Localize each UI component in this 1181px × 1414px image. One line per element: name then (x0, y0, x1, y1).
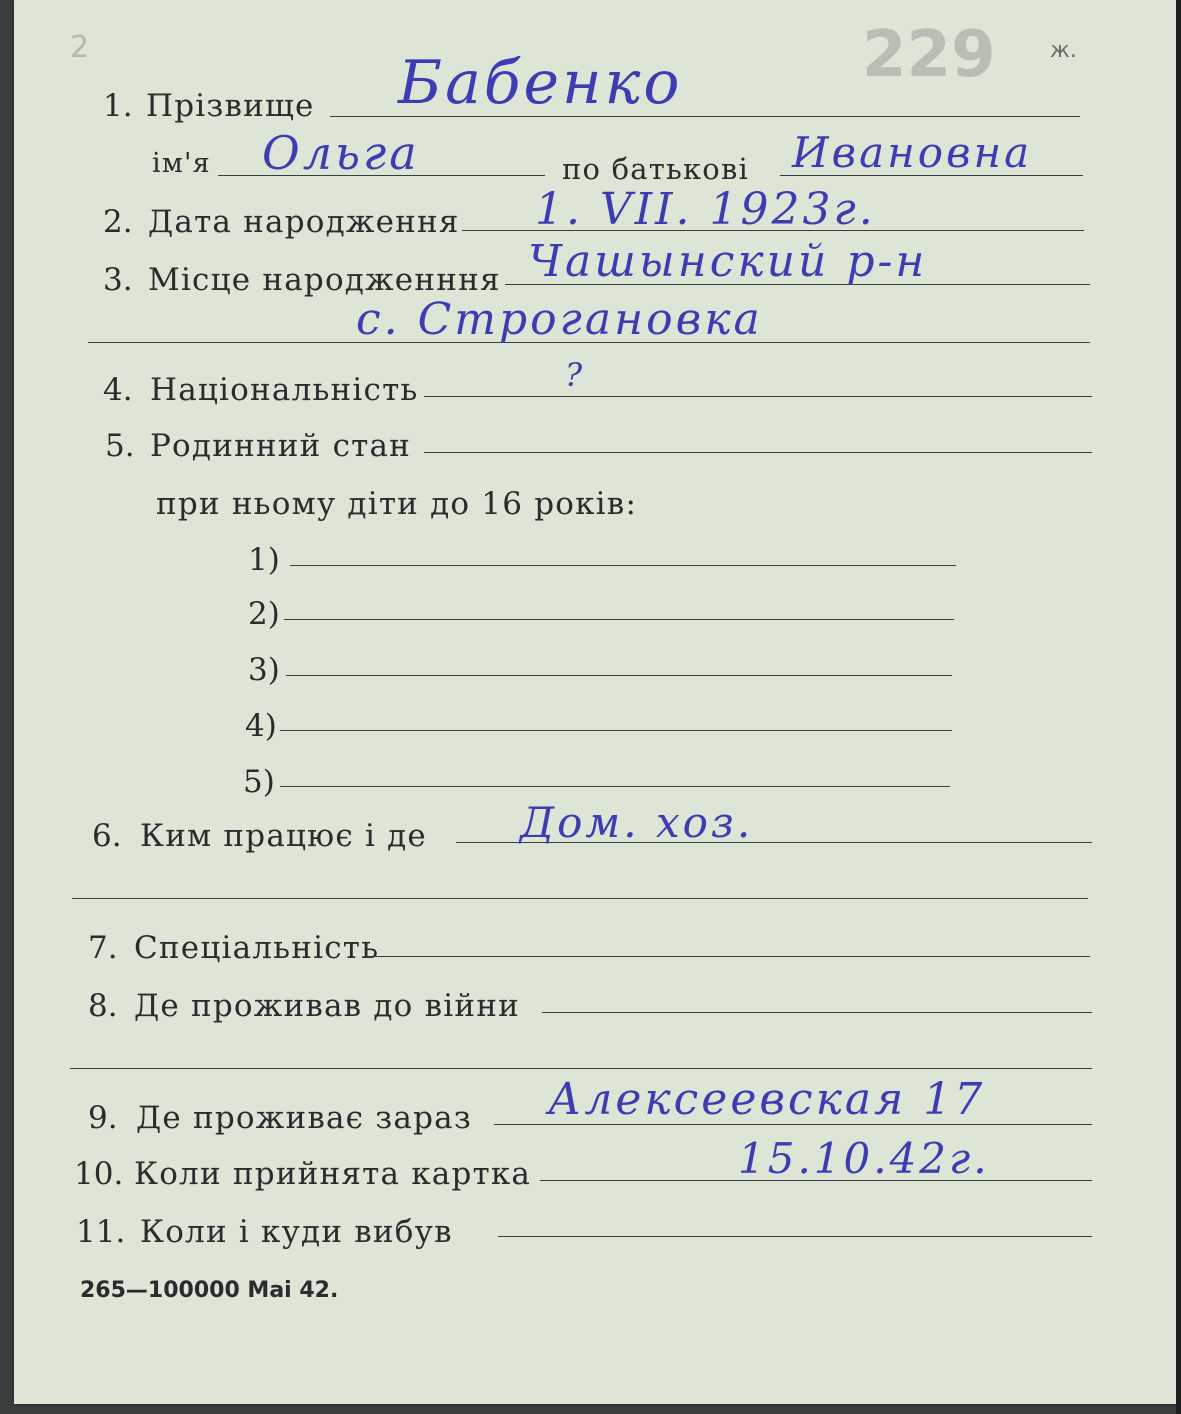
birthplace-value-2: с. Строгановка (356, 294, 763, 345)
current-residence-value: Алексеевская 17 (548, 1074, 986, 1125)
specialty-line (366, 956, 1090, 957)
name-value: Ольга (262, 126, 420, 180)
prewar-residence-line (542, 1012, 1092, 1013)
field-occupation-label: Ким працює і де (140, 818, 427, 854)
nationality-value: ? (565, 356, 586, 394)
field-current-residence-label: Де проживає зараз (136, 1100, 472, 1136)
field-7-number: 7. (88, 930, 118, 966)
child-3-number: 3) (248, 652, 280, 688)
field-patronymic-label: по батькові (562, 152, 749, 186)
nationality-line (424, 396, 1092, 397)
print-run-footer: 265—100000 Mai 42. (80, 1278, 339, 1303)
birthdate-value: 1. VII. 1923г. (535, 184, 876, 235)
field-marital-label: Родинний стан (150, 428, 412, 464)
field-11-number: 11. (76, 1214, 126, 1250)
marital-line (424, 452, 1092, 453)
child-5-line (280, 786, 950, 787)
child-4-number: 4) (245, 708, 277, 744)
field-4-number: 4. (103, 372, 133, 408)
occupation-line-2 (72, 898, 1088, 899)
child-1-line (290, 565, 956, 566)
field-specialty-label: Спеціальність (134, 930, 380, 966)
field-3-number: 3. (103, 262, 133, 298)
field-5-number: 5. (105, 428, 135, 464)
child-4-line (280, 730, 952, 731)
birthplace-value-1: Чашынский р-н (528, 236, 928, 287)
child-2-number: 2) (248, 596, 280, 632)
child-3-line (286, 675, 952, 676)
field-nationality-label: Національність (150, 372, 419, 408)
child-2-line (284, 619, 954, 620)
surname-value: Бабенко (398, 48, 683, 118)
field-name-label: ім'я (152, 148, 211, 179)
field-8-number: 8. (88, 988, 118, 1024)
pencil-suffix: ж. (1050, 38, 1077, 63)
departure-line (498, 1236, 1092, 1237)
field-birthplace-label: Місце народженння (148, 262, 501, 298)
child-1-number: 1) (248, 542, 280, 578)
field-1-number: 1. (103, 88, 133, 124)
field-birthdate-label: Дата народження (148, 204, 460, 240)
corner-mark: 2 (70, 30, 90, 65)
field-card-accepted-label: Коли прийнята картка (134, 1156, 532, 1192)
field-departure-label: Коли і куди вибув (140, 1214, 453, 1250)
child-5-number: 5) (243, 764, 275, 800)
field-surname-label: Прізвище (146, 88, 315, 124)
patronymic-value: Ивановна (792, 128, 1033, 177)
field-9-number: 9. (88, 1100, 118, 1136)
occupation-value: Дом. хоз. (520, 798, 754, 847)
field-prewar-residence-label: Де проживав до війни (134, 988, 520, 1024)
card-accepted-value: 15.10.42г. (738, 1134, 990, 1183)
field-2-number: 2. (103, 204, 133, 240)
field-6-number: 6. (92, 818, 122, 854)
prewar-residence-line-2 (70, 1068, 1092, 1069)
field-10-number: 10. (74, 1156, 124, 1192)
card-edge-shadow (1176, 0, 1181, 1414)
children-label: при ньому діти до 16 років: (156, 486, 638, 522)
pencil-number: 229 (862, 18, 996, 92)
